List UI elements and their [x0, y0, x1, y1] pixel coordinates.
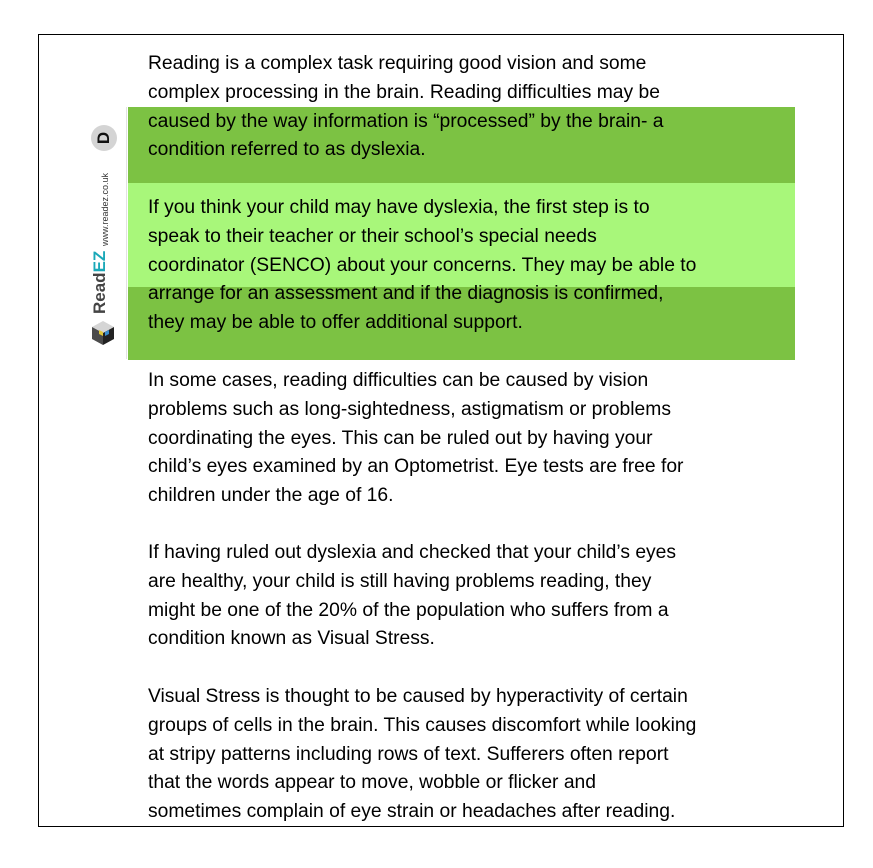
paragraph-line: Reading is a complex task requiring good vision and some — [148, 53, 647, 74]
brand-main: Read — [90, 272, 109, 314]
paragraph-2 — [148, 194, 783, 338]
paragraph-line: condition referred to as dyslexia. — [148, 139, 426, 161]
paragraph-4 — [148, 539, 783, 654]
paragraph-line: If you think your child may have dyslexia, the first step is to — [148, 197, 650, 218]
paragraph-line: speak to their teacher or their school’s special needs — [148, 225, 597, 247]
paragraph-line: arrange for an assessment and if the diagnosis is confirmed, — [148, 283, 664, 305]
paragraph-line: groups of cells in the brain. This causes discomfort while looking — [148, 714, 697, 736]
cube-icon — [91, 320, 115, 346]
readez-logo-text — [90, 251, 110, 314]
paragraph-line: complex processing in the brain. Reading difficulties may be — [148, 81, 660, 103]
paragraph-line: coordinating the eyes. This can be ruled out by having your — [148, 427, 653, 449]
paragraph-line: they may be able to offer additional support. — [148, 312, 523, 334]
paragraph-1 — [148, 50, 783, 165]
paragraph-line: that the words appear to move, wobble or flicker and — [148, 772, 596, 794]
badge-letter: D — [91, 125, 117, 151]
paragraph-line: coordinator (SENCO) about your concerns. They may be able to — [148, 254, 697, 276]
paragraph-line: child’s eyes examined by an Optometrist. Eye tests are free for — [148, 456, 684, 478]
paragraph-line: sometimes complain of eye strain or headaches after reading. — [148, 801, 676, 823]
paragraph-line: condition known as Visual Stress. — [148, 628, 435, 650]
paragraph-line: are healthy, your child is still having problems reading, they — [148, 570, 652, 592]
paragraph-line: children under the age of 16. — [148, 485, 394, 507]
paragraph-line: In some cases, reading difficulties can be caused by vision — [148, 370, 649, 391]
paragraph-line: at stripy patterns including rows of text. Sufferers often report — [148, 743, 669, 765]
paragraph-line: Visual Stress is thought to be caused by hyperactivity of certain — [148, 686, 688, 707]
brand-accent: EZ — [90, 250, 109, 273]
paragraph-5 — [148, 683, 783, 827]
paragraph-line: caused by the way information is “processed” by the brain- a — [148, 110, 664, 132]
paragraph-line: might be one of the 20% of the population who suffers from a — [148, 599, 669, 621]
paragraph-line: If having ruled out dyslexia and checked that your child’s eyes — [148, 542, 677, 563]
paragraph-line: problems such as long-sightedness, astigmatism or problems — [148, 398, 671, 420]
paragraph-3 — [148, 367, 783, 511]
readez-url: www.readez.co.uk — [100, 172, 110, 246]
